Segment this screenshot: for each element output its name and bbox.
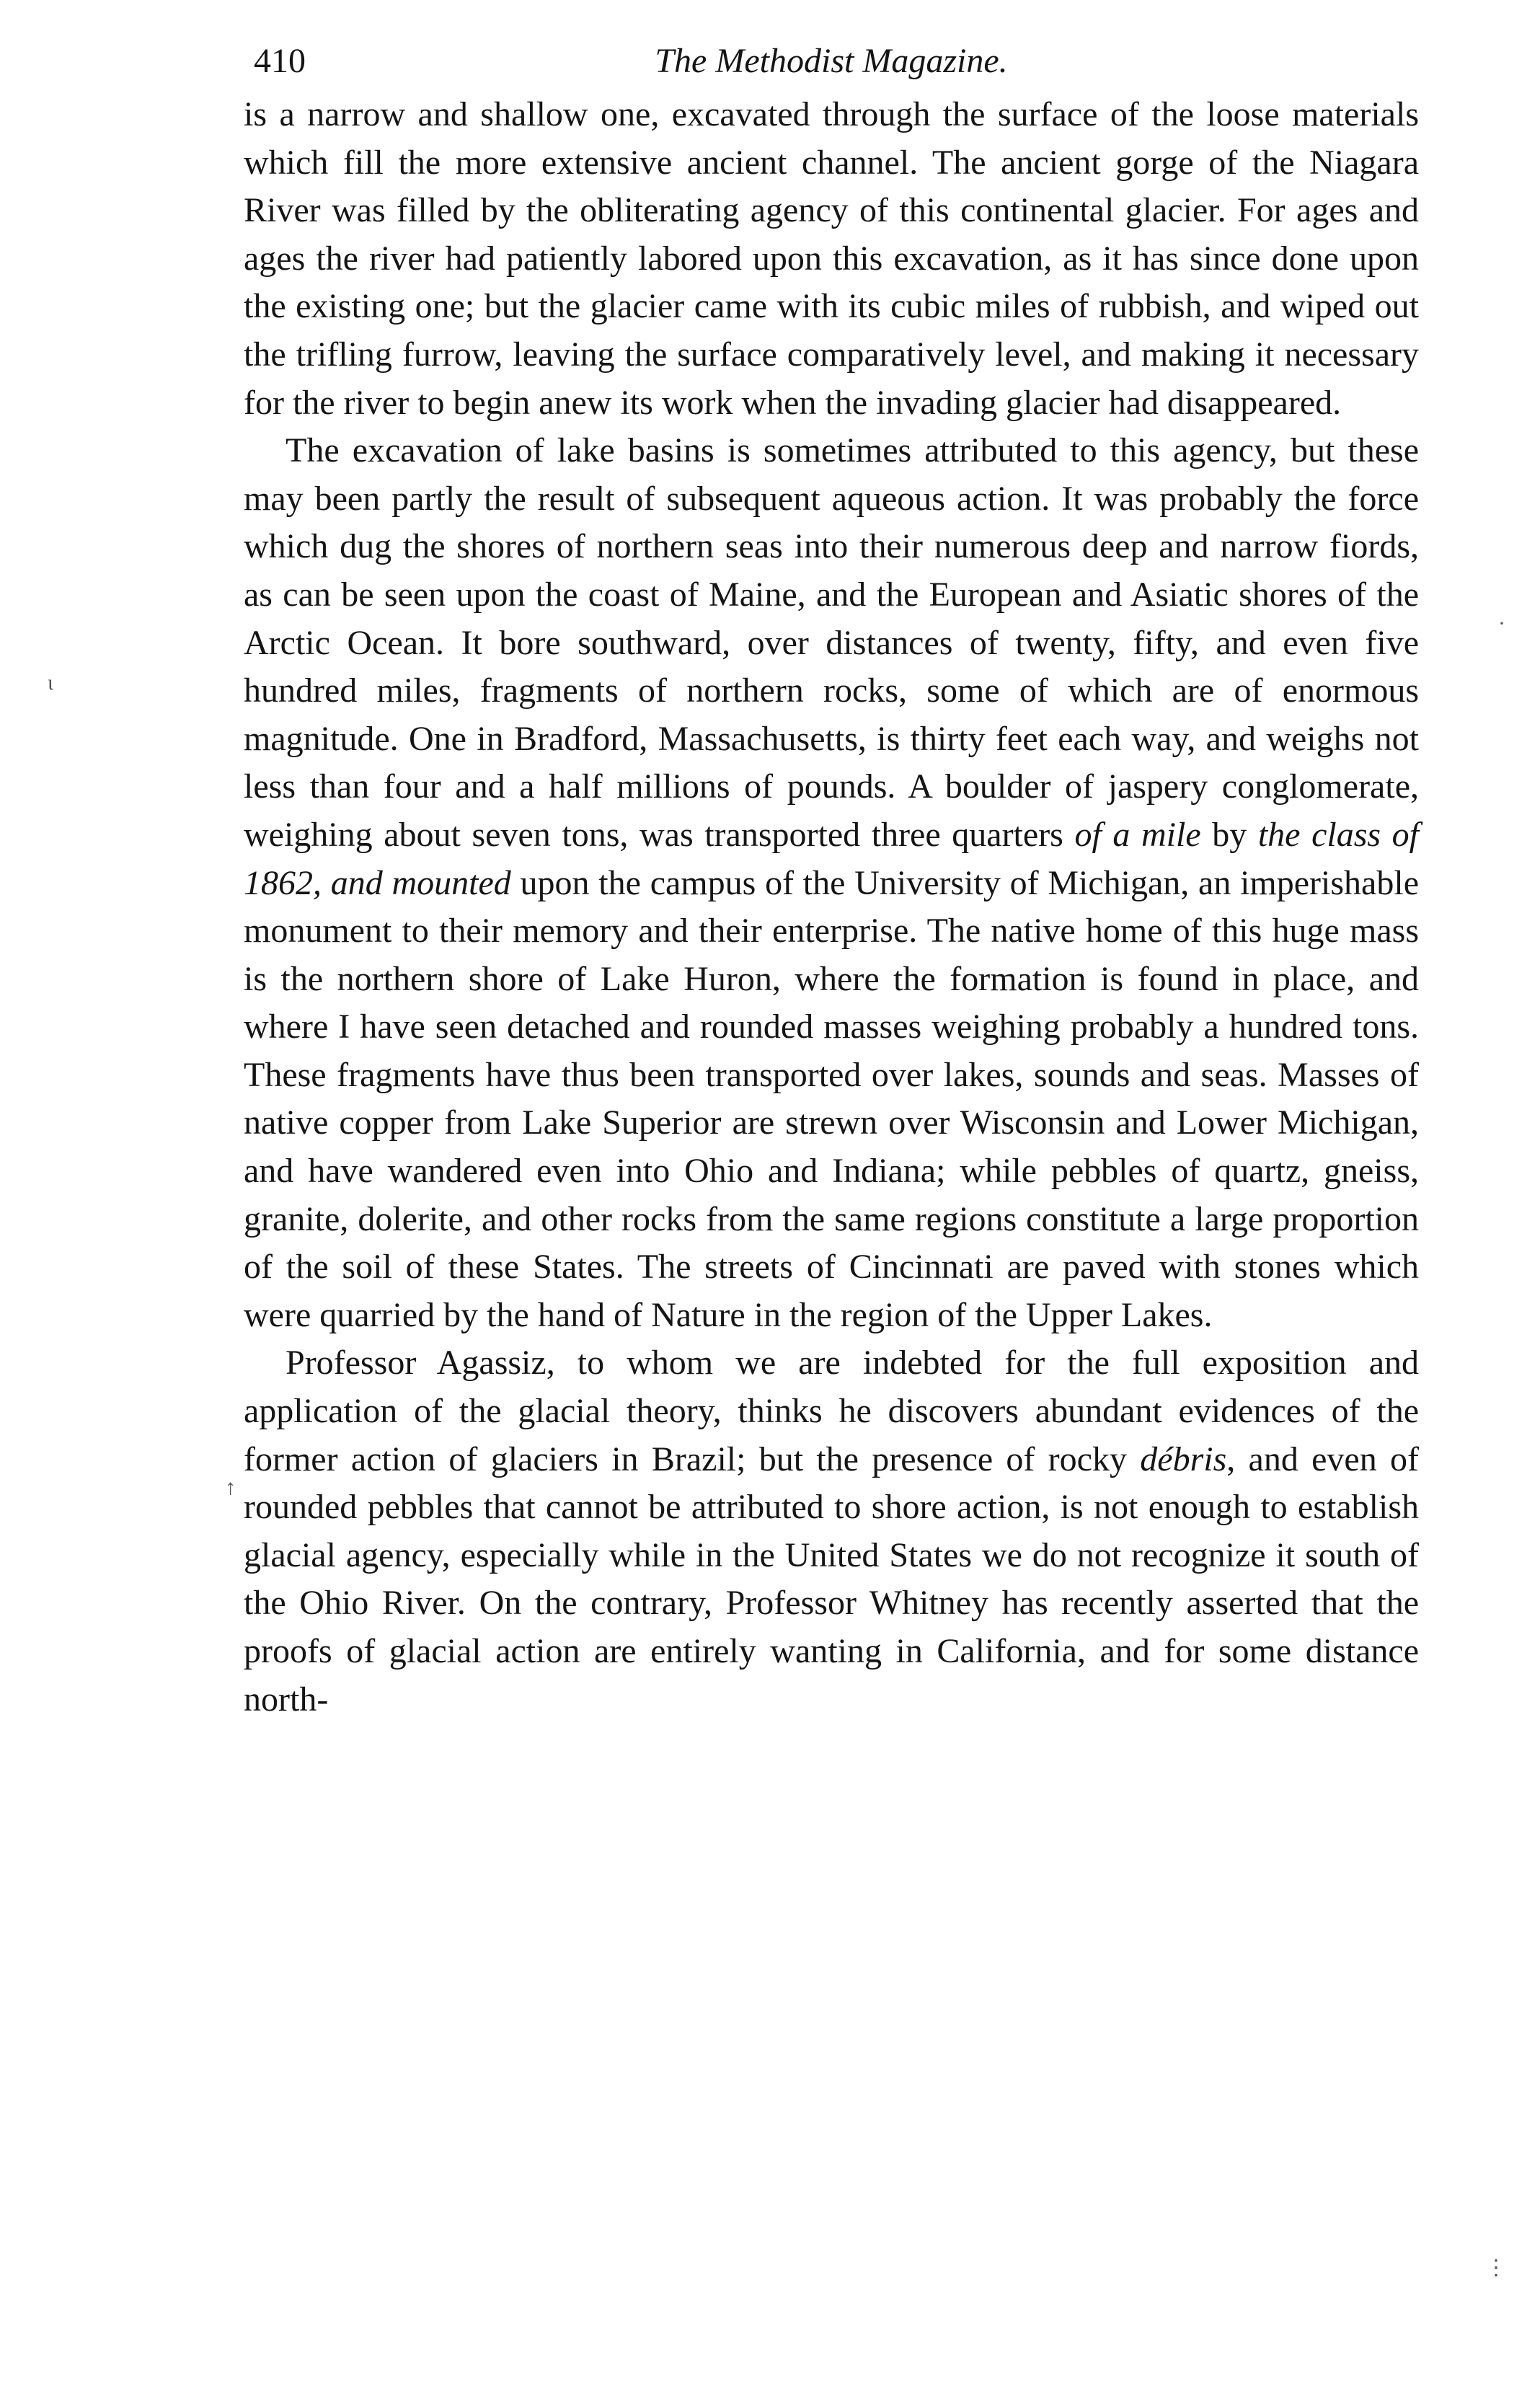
margin-speck: ι [48,671,54,694]
running-header [244,36,1419,87]
italic-text-run: the class of 1862, and mounted [244,815,1420,902]
journal-title: The Methodist Magazine. [655,42,1008,80]
paragraph-1 [244,91,1419,427]
paragraph-3 [244,1339,1419,1724]
text-run: upon the campus of the University of Michigan, an imperishable monument to their memory and their enterprise. The native home of this huge mass is the northern shore of Lake Huron, where the formation is found in place, and where I have seen detached and rounded masses weighing probably a hundred tons. These fragments have thus been transported over lakes, sounds and seas. Masses of native copper from Lake Superior are strewn over Wisconsin and Lower Michigan, and have wandered even into Ohio and Indiana; while pebbles of quartz, gneiss, granite, dolerite, and other rocks from the same regions constitute a large proportion of the soil of these States. The streets of Cincinnati are paved with stones which were quarried by the hand of Nature in the region of the Upper Lakes. [244,863,1420,1334]
text-run: is a narrow and shallow one, excavated through the surface of the loose materials which fill the more extensive ancient channel. The ancient gorge of the Niagara River was filled by the obliterating agency of this continental glacier. For ages and ages the river had patiently labored upon this excavation, as it has since done upon the existing one; but the glacier came with its cubic miles of rubbish, and wiped out the trifling furrow, leaving the surface comparatively level, and making it necessary for the river to begin anew its work when the invading glacier had disappeared. [244,95,1419,422]
text-run: by [1200,815,1258,854]
article-body [244,91,1419,1724]
text-run: Professor Agassiz, to whom we are indebted for the full exposition and application of the glacial theory, thinks he discovers abundant evidences of the former action of glaciers in Brazil; but the presence of rocky [244,1344,1419,1478]
margin-speck: · [1498,612,1505,635]
paragraph-2 [244,427,1419,1339]
margin-speck: ⋮ [1485,2256,1507,2280]
magazine-page [244,36,1419,1724]
italic-text-run: débris [1140,1439,1227,1478]
page-number: 410 [254,42,306,80]
text-run: , and even of rounded pebbles that cannot be attributed to shore action, is not enough to establish glacial agency, especially while in the United States we do not recognize it south of the Ohio River. On the contrary, Professor Whitney has recently asserted that the proofs of glacial action are entirely wanting in California, and for some distance north- [244,1439,1419,1719]
text-run: The excavation of lake basins is sometimes attributed to this agency, but these may been partly the result of subsequent aqueous action. It was probably the force which dug the shores of northern seas into their numerous deep and narrow fiords, as can be seen upon the coast of Maine, and the European and Asiatic shores of the Arctic Ocean. It bore southward, over distances of twenty, fifty, and even five hundred miles, fragments of northern rocks, some of which are of enormous magnitude. One in Bradford, Massachusetts, is thirty feet each way, and weighs not less than four and a half millions of pounds. A boulder of jaspery conglomerate, weighing about seven tons, was transported three quarters [244,431,1419,854]
margin-speck: ↑ [225,1476,236,1499]
italic-text-run: of a mile [1074,815,1201,854]
